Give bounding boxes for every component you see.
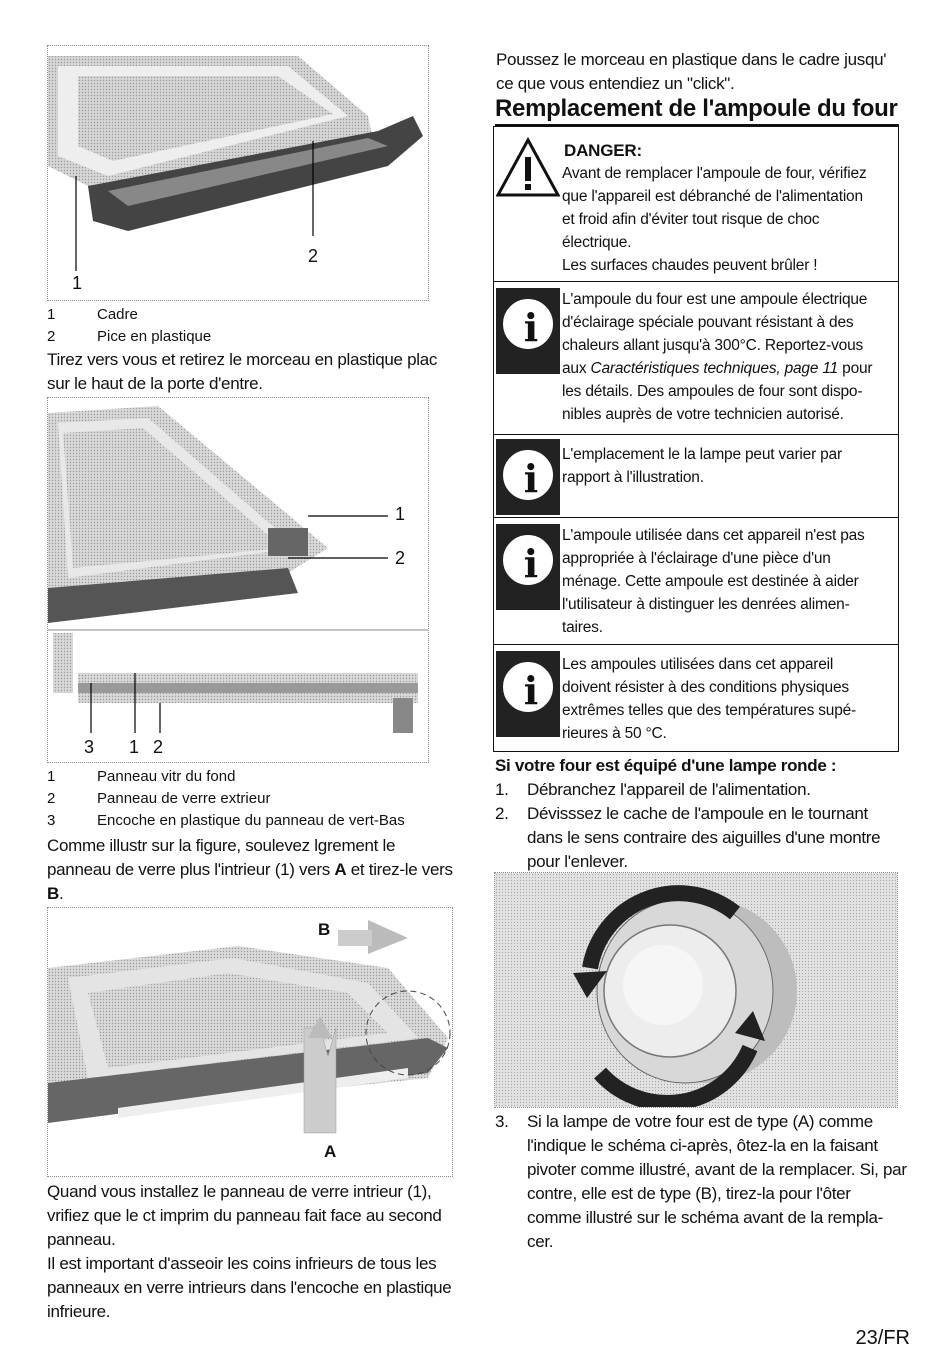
direction-a: A [334,860,347,879]
caption-number: 1 [47,768,56,785]
info-line: taires. [562,619,603,636]
info-line: L'ampoule du four est une ampoule électrique [562,291,868,308]
figure-panel-lift [47,907,453,1177]
info-line: chaleurs allant jusqu'à 300°C. Reportez-vous [562,337,864,354]
info-line: ménage. Cette ampoule est destinée à aider [562,573,859,590]
step-text: Débranchez l'appareil de l'alimentation. [527,780,811,799]
danger-line: électrique. [562,234,632,251]
info-line: d'éclairage spéciale pouvant résistant à des [562,314,854,331]
direction-b: B [47,884,59,903]
subheading: Si votre four est équipé d'une lampe ronde : [495,756,837,775]
info-line: les détails. Des ampoules de four sont dispo- [562,383,863,400]
paragraph-text: . [58,884,64,903]
callout-2: 2 [153,737,164,757]
figure-glass-panels [47,397,429,763]
panel-lift-illustration [48,908,453,1177]
caption-number: 2 [47,328,56,345]
round-lamp-illustration [495,873,898,1108]
section-heading: Remplacement de l'ampoule du four [495,95,898,122]
step-item [495,778,905,802]
caption-list-2 [47,766,467,832]
info-box-lamp-conditions [493,644,899,752]
paragraph-remove-plastic: Tirez vers vous et retirez le morceau en plastique plac sur le haut de la porte d'entre. [47,350,438,393]
step-number: 2. [495,804,509,823]
caption-item [47,788,467,810]
danger-text [562,162,896,277]
info-line: appropriée à l'éclairage d'une pièce d'un [562,550,831,567]
figure-door-frame [47,45,429,301]
caption-item [47,304,447,326]
paragraph-text: et tirez-le vers [346,860,453,879]
info-line: nibles auprès de votre technicien autorisé. [562,406,844,423]
info-box-lamp-location [493,434,899,518]
paragraph-seat-corners: Il est important d'asseoir les coins infrieurs de tous les panneaux en verre intrieurs dans l'encoche en plastique infrieure. [47,1254,452,1321]
danger-line: Avant de remplacer l'ampoule de four, vérifiez [562,165,867,182]
callout-2: 2 [308,246,319,266]
danger-title: DANGER: [564,141,642,160]
info-box-bulb-spec [493,281,899,435]
info-box-lamp-usage [493,517,899,645]
info-line: l'utilisateur à distinguer les denrées alimen- [562,596,850,613]
caption-text: Cadre [97,306,138,323]
danger-box [493,126,899,282]
paragraph-lift-panel [47,834,459,906]
caption-text: Encoche en plastique du panneau de vert-Bas [97,812,405,829]
caption-number: 3 [47,812,56,829]
info-icon: i [496,651,560,737]
info-icon: i [496,288,560,374]
info-line: rapport à l'illustration. [562,469,704,486]
link-technical-specs[interactable]: Caractéristiques techniques, page 11 [590,360,839,377]
arrow-label-b: B [318,920,331,939]
steps-list [495,778,905,874]
step-text: Si la lampe de votre four est de type (A) comme l'indique le schéma ci-après, ôtez-la en la faisant pivoter comme illustré, avant de la remplacer. Si, par contre, elle est de type (B), tirez-la pour l'ôter comme illustré sur le schéma avant de la rempla-cer. [527,1112,907,1251]
caption-text: Panneau vitr du fond [97,768,236,785]
info-icon: i [496,439,560,515]
info-text [562,653,898,745]
paragraph-push-plastic: Poussez le morceau en plastique dans le cadre jusqu' ce que vous entendiez un "click". [496,50,887,93]
arrow-label-a: A [324,1142,337,1161]
step-item [495,802,905,874]
caption-item [47,326,447,348]
caption-number: 2 [47,790,56,807]
info-line: doivent résister à des conditions physiques [562,679,849,696]
door-frame-illustration [48,46,429,301]
caption-number: 1 [47,306,56,323]
info-line: Les ampoules utilisées dans cet appareil [562,656,834,673]
info-text [562,524,898,639]
caption-item [47,810,467,832]
step-item [495,1110,907,1254]
warning-triangle-icon [496,137,560,199]
page-number: 23/FR [855,1327,910,1349]
step-number: 1. [495,780,509,799]
caption-text: Panneau de verre extrieur [97,790,271,807]
step-text: Dévisssez le cache de l'ampoule en le tournant dans le sens contraire des aiguilles d'une montre pour l'enlever. [527,804,881,871]
info-line: rieures à 50 °C. [562,725,667,742]
danger-line: que l'appareil est débranché de l'alimentation [562,188,863,205]
callout-2: 2 [395,548,406,568]
callout-1: 1 [129,737,140,757]
caption-text: Pice en plastique [97,328,212,345]
info-text [562,443,898,489]
info-line: extrêmes telles que des températures supé- [562,702,857,719]
info-line: aux Caractéristiques techniques, page 11 pour [562,360,873,377]
danger-line: Les surfaces chaudes peuvent brûler ! [562,257,818,274]
info-line: L'emplacement le la lampe peut varier par [562,446,842,463]
callout-1: 1 [72,273,83,293]
info-line: L'ampoule utilisée dans cet appareil n'est pas [562,527,865,544]
caption-list-1 [47,304,447,348]
paragraph-install-glass: Quand vous installez le panneau de verre intrieur (1), vrifiez que le ct imprim du panneau fait face au second panneau. [47,1182,442,1249]
caption-item [47,766,467,788]
paragraph-text: Comme illustr sur la figure, soulevez lgrement le panneau de verre plus l'intrieur (1) vers [47,836,396,879]
info-icon: i [496,524,560,610]
step-number: 3. [495,1112,509,1131]
glass-panels-illustration [48,398,429,763]
info-text [562,288,898,426]
callout-1: 1 [395,504,406,524]
callout-3: 3 [84,737,95,757]
figure-round-lamp [494,872,898,1108]
danger-line: et froid afin d'éviter tout risque de choc [562,211,820,228]
